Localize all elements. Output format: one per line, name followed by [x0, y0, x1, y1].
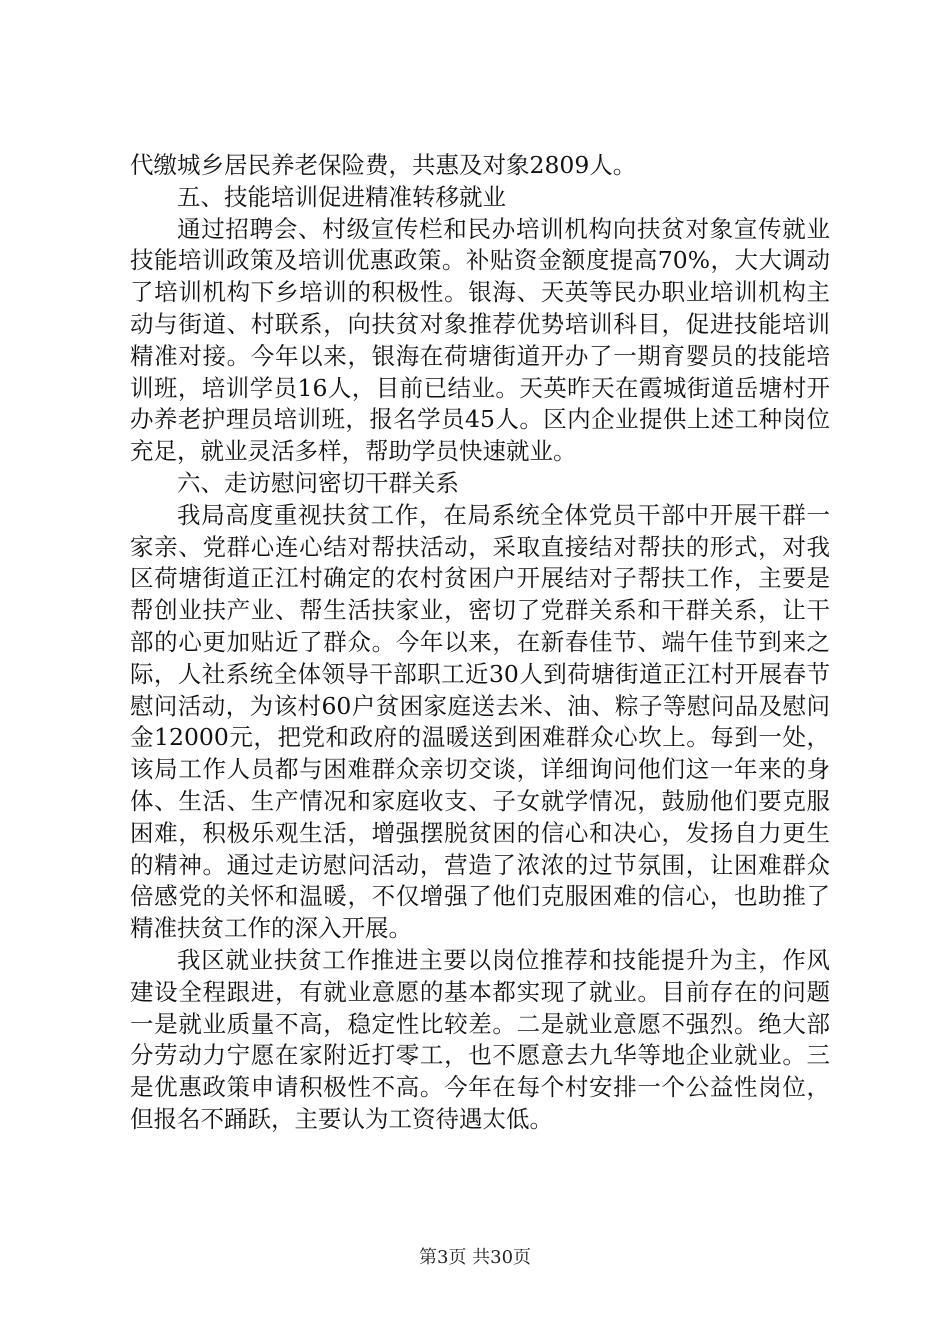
paragraph-skills-training: 通过招聘会、村级宣传栏和民办培训机构向扶贫对象宣传就业技能培训政策及培训优惠政策。补贴资金额度提高70%，大大调动了培训机构下乡培训的积极性。银海、天英等民办职业培训机构主动与街道、村联系，向扶贫对象推荐优势培训科目，促进技能培训精准对接。今年以来，银海在荷塘街道开办了一期育婴员的技能培训班，培训学员16人，目前已结业。天英昨天在霞城街道岳塘村开办养老护理员培训班，报名学员45人。区内企业提供上述工种岗位充足，就业灵活多样，帮助学员快速就业。 [130, 214, 830, 466]
document-body [130, 150, 830, 1136]
section-heading-6: 六、走访慰问密切干群关系 [177, 468, 459, 497]
paragraph-problems: 我区就业扶贫工作推进主要以岗位推荐和技能提升为主，作风建设全程跟进，有就业意愿的基本都实现了就业。目前存在的问题一是就业质量不高，稳定性比较差。二是就业意愿不强烈。绝大部分劳动力宁愿在家附近打零工，也不愿意去九华等地企业就业。三是优惠政策申请积极性不高。今年在每个村安排一个公益性岗位，但报名不踊跃，主要认为工资待遇太低。 [130, 945, 830, 1133]
section-heading-5: 五、技能培训促进精准转移就业 [177, 182, 506, 211]
page-number-footer: 第3页 共30页 [418, 1247, 532, 1268]
paragraph-continuation: 代缴城乡居民养老保险费，共惠及对象2809人。 [130, 151, 637, 179]
paragraph-visits: 我局高度重视扶贫工作，在局系统全体党员干部中开展干群一家亲、党群心连心结对帮扶活动，采取直接结对帮扶的形式，对我区荷塘街道正江村确定的农村贫困户开展结对子帮扶工作，主要是帮创业扶产业、帮生活扶家业，密切了党群关系和干群关系，让干部的心更加贴近了群众。今年以来，在新春佳节、端午佳节到来之际，人社系统全体领导干部职工近30人到荷塘街道正江村开展春节慰问活动，为该村60户贫困家庭送去米、油、粽子等慰问品及慰问金12000元，把党和政府的温暖送到困难群众心坎上。每到一处，该局工作人员都与困难群众亲切交谈，详细询问他们这一年来的身体、生活、生产情况和家庭收支、子女就学情况，鼓励他们要克服困难，积极乐观生活，增强摆脱贫困的信心和决心，发扬自力更生的精神。通过走访慰问活动，营造了浓浓的过节氛围，让困难群众倍感党的关怀和温暖，不仅增强了他们克服困难的信心，也助推了精准扶贫工作的深入开展。 [130, 500, 830, 943]
